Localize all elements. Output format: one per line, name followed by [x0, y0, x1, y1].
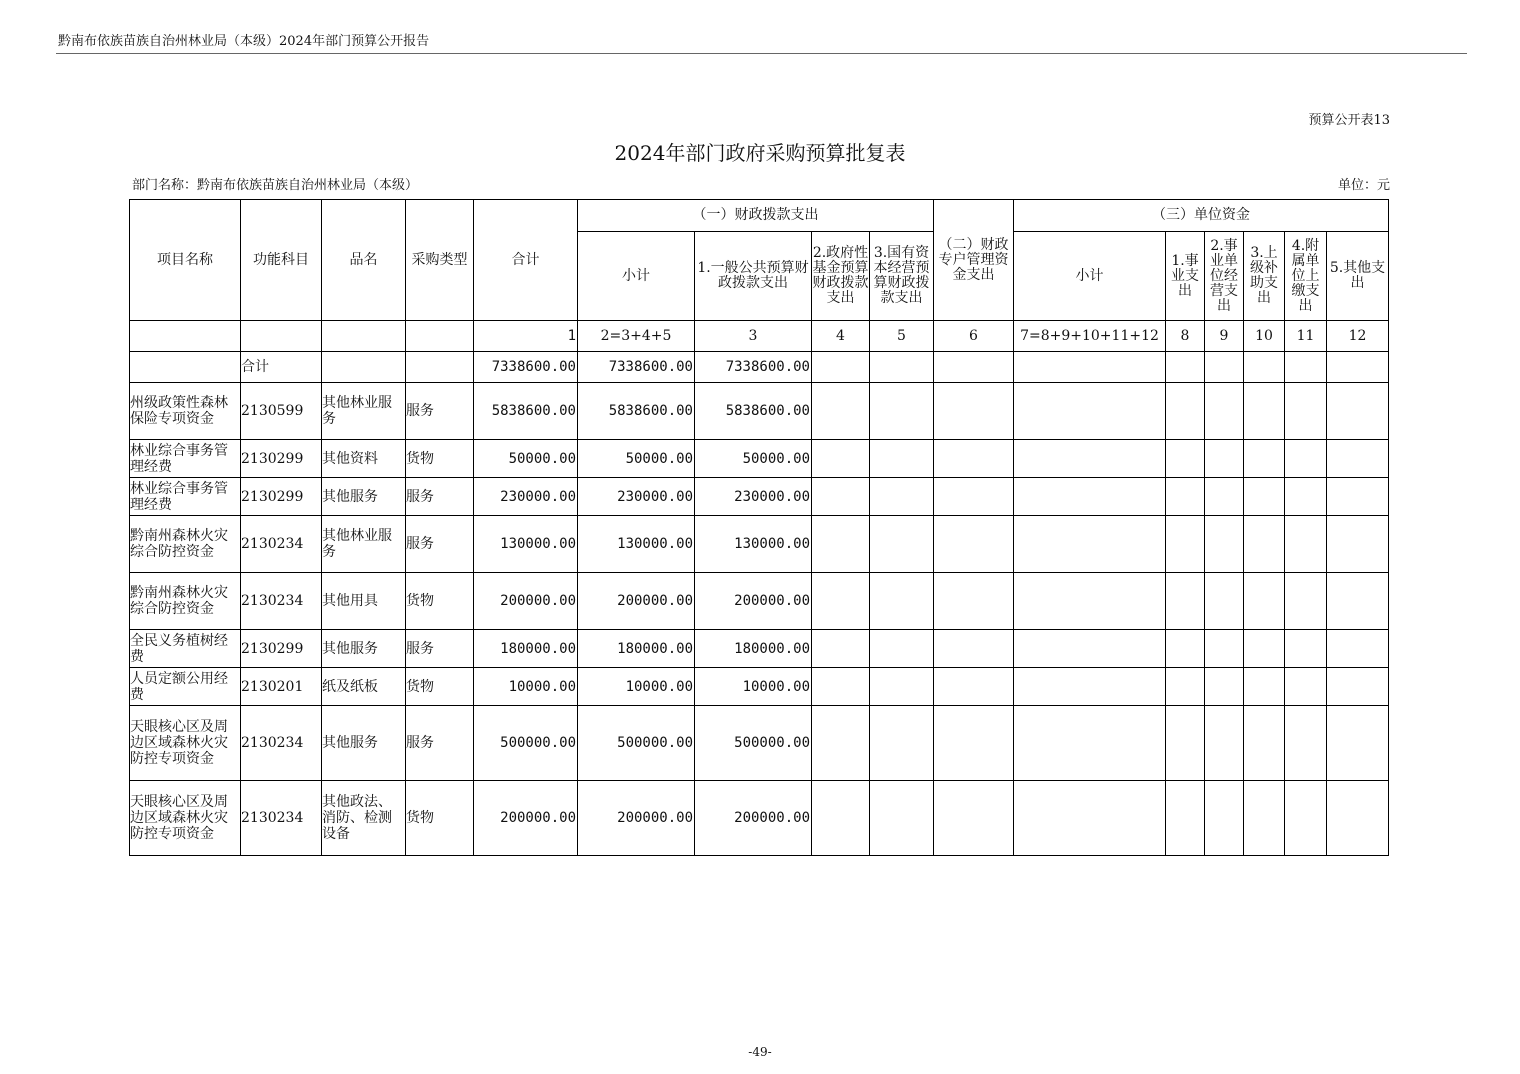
function-code-cell: 2130299: [241, 440, 322, 478]
procurement-type-cell: 服务: [406, 516, 474, 573]
department-label: 部门名称：黔南布依族苗族自治州林业局（本级）: [132, 178, 419, 193]
function-code-cell: 2130201: [241, 668, 322, 706]
index-cell: 12: [1327, 321, 1389, 352]
function-code-cell: 2130234: [241, 516, 322, 573]
header-fiscal-subtotal: 小计: [578, 232, 695, 321]
item-name-cell: 其他林业服务: [322, 516, 406, 573]
header-subsidy: 3.上级补助支出: [1244, 232, 1285, 321]
total-fiscal-subtotal: 7338600.00: [578, 352, 695, 383]
index-cell: 1: [474, 321, 578, 352]
header-group-unit: （三）单位资金: [1014, 200, 1389, 232]
header-type: 采购类型: [406, 200, 474, 321]
project-name-cell: 天眼核心区及周边区域森林火灾防控专项资金: [130, 706, 241, 781]
header-project: 项目名称: [130, 200, 241, 321]
fiscal-subtotal-cell: 130000.00: [578, 516, 695, 573]
header-state-capital: 3.国有资本经营预算财政拨款支出: [870, 232, 934, 321]
general-budget-cell: 130000.00: [695, 516, 812, 573]
index-row: [130, 321, 1389, 352]
item-name-cell: 其他政法、消防、检测设备: [322, 781, 406, 856]
total-amount-cell: 230000.00: [474, 478, 578, 516]
general-budget-cell: 200000.00: [695, 573, 812, 630]
total-amount-cell: 200000.00: [474, 573, 578, 630]
procurement-type-cell: 服务: [406, 630, 474, 668]
total-amount-cell: 500000.00: [474, 706, 578, 781]
table-row: [130, 668, 1389, 706]
total-amount-cell: 5838600.00: [474, 383, 578, 440]
total-amount-cell: 50000.00: [474, 440, 578, 478]
table-number: 预算公开表13: [1308, 113, 1390, 128]
header-special-account: （二）财政专户管理资金支出: [934, 200, 1014, 321]
general-budget-cell: 200000.00: [695, 781, 812, 856]
header-general-budget: 1.一般公共预算财政拨款支出: [695, 232, 812, 321]
general-budget-cell: 5838600.00: [695, 383, 812, 440]
total-amount-cell: 10000.00: [474, 668, 578, 706]
fiscal-subtotal-cell: 230000.00: [578, 478, 695, 516]
function-code-cell: 2130299: [241, 478, 322, 516]
fiscal-subtotal-cell: 5838600.00: [578, 383, 695, 440]
page-title: 2024年部门政府采购预算批复表: [614, 141, 906, 165]
item-name-cell: 其他用具: [322, 573, 406, 630]
header-divider: [56, 53, 1467, 54]
total-label: 合计: [241, 352, 322, 383]
header-affiliated: 4.附属单位上缴支出: [1285, 232, 1327, 321]
general-budget-cell: 50000.00: [695, 440, 812, 478]
page-number: -49-: [748, 1045, 772, 1059]
total-general-budget: 7338600.00: [695, 352, 812, 383]
index-cell: 9: [1205, 321, 1244, 352]
procurement-type-cell: 服务: [406, 383, 474, 440]
general-budget-cell: 10000.00: [695, 668, 812, 706]
index-cell: 3: [695, 321, 812, 352]
index-cell: 10: [1244, 321, 1285, 352]
index-cell: 11: [1285, 321, 1327, 352]
table-row: [130, 781, 1389, 856]
project-name-cell: 黔南州森林火灾综合防控资金: [130, 573, 241, 630]
fiscal-subtotal-cell: 200000.00: [578, 781, 695, 856]
project-name-cell: 全民义务植树经费: [130, 630, 241, 668]
index-cell: 8: [1166, 321, 1205, 352]
item-name-cell: 纸及纸板: [322, 668, 406, 706]
index-cell: 7=8+9+10+11+12: [1014, 321, 1166, 352]
function-code-cell: 2130599: [241, 383, 322, 440]
procurement-type-cell: 服务: [406, 478, 474, 516]
item-name-cell: 其他林业服务: [322, 383, 406, 440]
project-name-cell: 人员定额公用经费: [130, 668, 241, 706]
fiscal-subtotal-cell: 200000.00: [578, 573, 695, 630]
header-func: 功能科目: [241, 200, 322, 321]
header-group-fiscal: （一）财政拨款支出: [578, 200, 934, 232]
header-item: 品名: [322, 200, 406, 321]
table-row: [130, 630, 1389, 668]
total-row: [130, 352, 1389, 383]
fiscal-subtotal-cell: 10000.00: [578, 668, 695, 706]
report-header: 黔南布依族苗族自治州林业局（本级）2024年部门预算公开报告: [58, 34, 430, 49]
unit-label: 单位：元: [1337, 178, 1390, 193]
header-business: 2.事业单位经营支出: [1205, 232, 1244, 321]
index-cell: 4: [812, 321, 870, 352]
procurement-type-cell: 货物: [406, 781, 474, 856]
table-row: [130, 383, 1389, 440]
header-other: 5.其他支出: [1327, 232, 1389, 321]
total-amount: 7338600.00: [474, 352, 578, 383]
general-budget-cell: 500000.00: [695, 706, 812, 781]
procurement-type-cell: 货物: [406, 573, 474, 630]
project-name-cell: 天眼核心区及周边区域森林火灾防控专项资金: [130, 781, 241, 856]
header-gov-fund: 2.政府性基金预算财政拨款支出: [812, 232, 870, 321]
header-unit-subtotal: 小计: [1014, 232, 1166, 321]
item-name-cell: 其他服务: [322, 706, 406, 781]
function-code-cell: 2130234: [241, 706, 322, 781]
general-budget-cell: 230000.00: [695, 478, 812, 516]
function-code-cell: 2130299: [241, 630, 322, 668]
table-row: [130, 516, 1389, 573]
function-code-cell: 2130234: [241, 781, 322, 856]
header-career: 1.事业支出: [1166, 232, 1205, 321]
index-cell: 2=3+4+5: [578, 321, 695, 352]
table-row: [130, 573, 1389, 630]
table-row: [130, 706, 1389, 781]
project-name-cell: 林业综合事务管理经费: [130, 478, 241, 516]
header-total: 合计: [474, 200, 578, 321]
procurement-type-cell: 服务: [406, 706, 474, 781]
table-row: [130, 478, 1389, 516]
table-row: [130, 440, 1389, 478]
function-code-cell: 2130234: [241, 573, 322, 630]
fiscal-subtotal-cell: 50000.00: [578, 440, 695, 478]
procurement-type-cell: 货物: [406, 440, 474, 478]
item-name-cell: 其他资料: [322, 440, 406, 478]
fiscal-subtotal-cell: 500000.00: [578, 706, 695, 781]
procurement-table: [129, 199, 1389, 856]
project-name-cell: 林业综合事务管理经费: [130, 440, 241, 478]
project-name-cell: 州级政策性森林保险专项资金: [130, 383, 241, 440]
procurement-type-cell: 货物: [406, 668, 474, 706]
project-name-cell: 黔南州森林火灾综合防控资金: [130, 516, 241, 573]
fiscal-subtotal-cell: 180000.00: [578, 630, 695, 668]
item-name-cell: 其他服务: [322, 630, 406, 668]
total-amount-cell: 130000.00: [474, 516, 578, 573]
general-budget-cell: 180000.00: [695, 630, 812, 668]
index-cell: 6: [934, 321, 1014, 352]
total-amount-cell: 200000.00: [474, 781, 578, 856]
total-amount-cell: 180000.00: [474, 630, 578, 668]
item-name-cell: 其他服务: [322, 478, 406, 516]
index-cell: 5: [870, 321, 934, 352]
